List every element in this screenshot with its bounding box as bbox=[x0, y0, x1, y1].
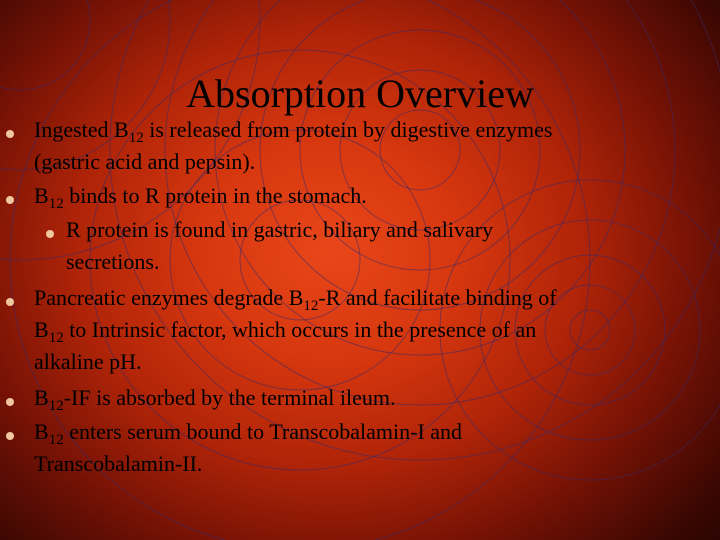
bullet-line bbox=[34, 116, 552, 144]
subscript: 12 bbox=[128, 130, 144, 146]
bullet-text: binds to R protein in the stomach. bbox=[63, 183, 367, 208]
bullet-dot-icon bbox=[6, 298, 14, 306]
decorative-ring bbox=[515, 255, 665, 405]
bullet-text: B bbox=[34, 419, 49, 444]
subscript: 12 bbox=[48, 330, 64, 346]
bullet-dot-icon bbox=[46, 230, 54, 238]
subscript: 12 bbox=[48, 432, 64, 448]
slide-title: Absorption Overview bbox=[186, 71, 534, 116]
bullet-text: B bbox=[34, 385, 49, 410]
bullet-text: B bbox=[34, 317, 49, 342]
subscript: 12 bbox=[303, 298, 319, 314]
bullet-dot-icon bbox=[6, 398, 14, 406]
bullet-line bbox=[34, 316, 536, 344]
bullet-text: Transcobalamin-II. bbox=[34, 451, 203, 476]
bullet-text: -R and facilitate binding of bbox=[318, 285, 557, 310]
bullet-dot-icon bbox=[6, 196, 14, 204]
bullet-line bbox=[34, 384, 395, 412]
bullet-dot-icon bbox=[6, 432, 14, 440]
bullet-line bbox=[34, 182, 367, 210]
bullet-text: alkaline pH. bbox=[34, 349, 142, 374]
subscript: 12 bbox=[48, 398, 64, 414]
bullet-line bbox=[34, 348, 142, 376]
bullet-text: is released from protein by digestive enzymes bbox=[143, 117, 553, 142]
bullet-line bbox=[34, 450, 202, 478]
subscript: 12 bbox=[48, 196, 64, 212]
bullet-text: enters serum bound to Transcobalamin-I and bbox=[63, 419, 463, 444]
bullet-text: B bbox=[34, 183, 49, 208]
bullet-dot-icon bbox=[6, 130, 14, 138]
bullet-text: Ingested B bbox=[34, 117, 129, 142]
decorative-ring bbox=[545, 285, 635, 375]
bullet-line bbox=[34, 148, 255, 176]
bullet-text: R protein is found in gastric, biliary and salivary bbox=[66, 217, 494, 242]
bullet-line bbox=[66, 216, 493, 244]
bullet-text: (gastric acid and pepsin). bbox=[34, 149, 256, 174]
bullet-text: to Intrinsic factor, which occurs in the presence of an bbox=[63, 317, 537, 342]
bullet-text: secretions. bbox=[66, 249, 160, 274]
bullet-line bbox=[66, 248, 159, 276]
bullet-line bbox=[34, 284, 557, 312]
bullet-text: Pancreatic enzymes degrade B bbox=[34, 285, 304, 310]
decorative-ring bbox=[570, 310, 610, 350]
bullet-text: -IF is absorbed by the terminal ileum. bbox=[63, 385, 396, 410]
bullet-line bbox=[34, 418, 462, 446]
decorative-ring bbox=[260, 0, 580, 310]
